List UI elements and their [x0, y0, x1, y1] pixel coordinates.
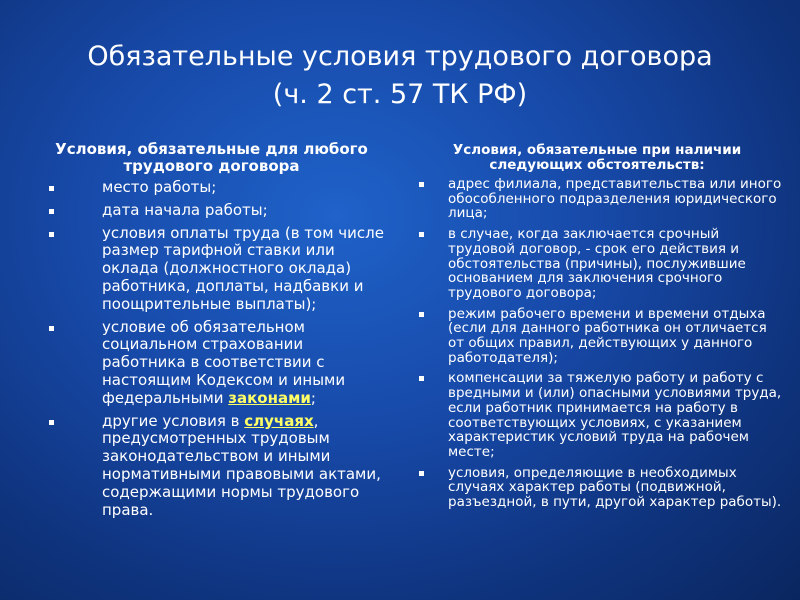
list-item-text: условия, определяющие в необходимых случаях характер работы (подвижной, разъездной, в пути, другой характер работы). [448, 464, 782, 511]
list-item [45, 413, 390, 520]
list-item [45, 202, 390, 220]
list-item-text: условие об обязательном социальном страховании работника в соответствии с настоящим Кодексом и иными федеральными [102, 317, 346, 407]
bullet-icon [49, 209, 54, 214]
left-column-heading: Условия, обязательные для любого трудового договора [55, 140, 368, 175]
list-item-text: ; [310, 388, 316, 407]
bullet-icon [49, 420, 54, 425]
bullet-icon [49, 186, 54, 191]
bullet-icon [419, 312, 424, 317]
bullet-icon [49, 232, 54, 237]
bullet-icon [419, 232, 424, 237]
list-item-text: адрес филиала, представительства или иного обособленного подразделения юридического лица; [448, 176, 782, 222]
bullet-icon [419, 471, 424, 476]
slide-title [30, 38, 770, 114]
list-item-text: режим рабочего времени и времени отдыха (если для данного работника он отличается от общих правил, действующих у данного работодателя); [448, 305, 767, 366]
left-column [45, 141, 390, 524]
left-bullet-list [45, 179, 390, 519]
list-item-text: дата начала работы; [102, 200, 268, 219]
list-item [412, 307, 782, 366]
list-item [45, 225, 390, 314]
list-item-text: , предусмотренных трудовым законодательством и иными нормативными правовыми актами, содержащими нормы трудового права. [102, 411, 381, 519]
list-item-text: место работы; [102, 178, 217, 196]
list-item-text: компенсации за тяжелую работу и работу с вредными и (или) опасными условиями труда, если работник принимается на работу в соответствующих условиях, с указанием характеристик условий труда на рабочем месте; [448, 370, 782, 460]
right-column [412, 143, 782, 516]
list-item [412, 466, 782, 510]
cases-link[interactable]: случаях [244, 411, 314, 430]
list-item [412, 227, 782, 301]
bullet-icon [419, 182, 424, 187]
right-column-heading: Условия, обязательные при наличии следующих обстоятельств: [452, 142, 742, 173]
slide-title-line-2: (ч. 2 ст. 57 ТК РФ) [272, 79, 528, 110]
list-item [412, 177, 782, 221]
list-item [45, 319, 390, 408]
laws-link[interactable]: законами [228, 388, 311, 407]
bullet-icon [419, 376, 424, 381]
list-item [412, 371, 782, 459]
bullet-icon [49, 326, 54, 331]
list-item-text: в случае, когда заключается срочный трудовой договор, - срок его действия и обстоятельства (причины), послужившие основанием для заключения срочного трудового договора; [448, 226, 746, 301]
slide-title-line-1: Обязательные условия трудового договора [87, 41, 713, 72]
right-bullet-list [412, 177, 782, 510]
list-item [45, 179, 390, 197]
list-item-text: другие условия в [102, 411, 245, 430]
list-item-text: условия оплаты труда (в том числе размер тарифной ставки или оклада (должностного оклада) работника, доплаты, надбавки и поощрительные выплаты); [102, 223, 384, 313]
